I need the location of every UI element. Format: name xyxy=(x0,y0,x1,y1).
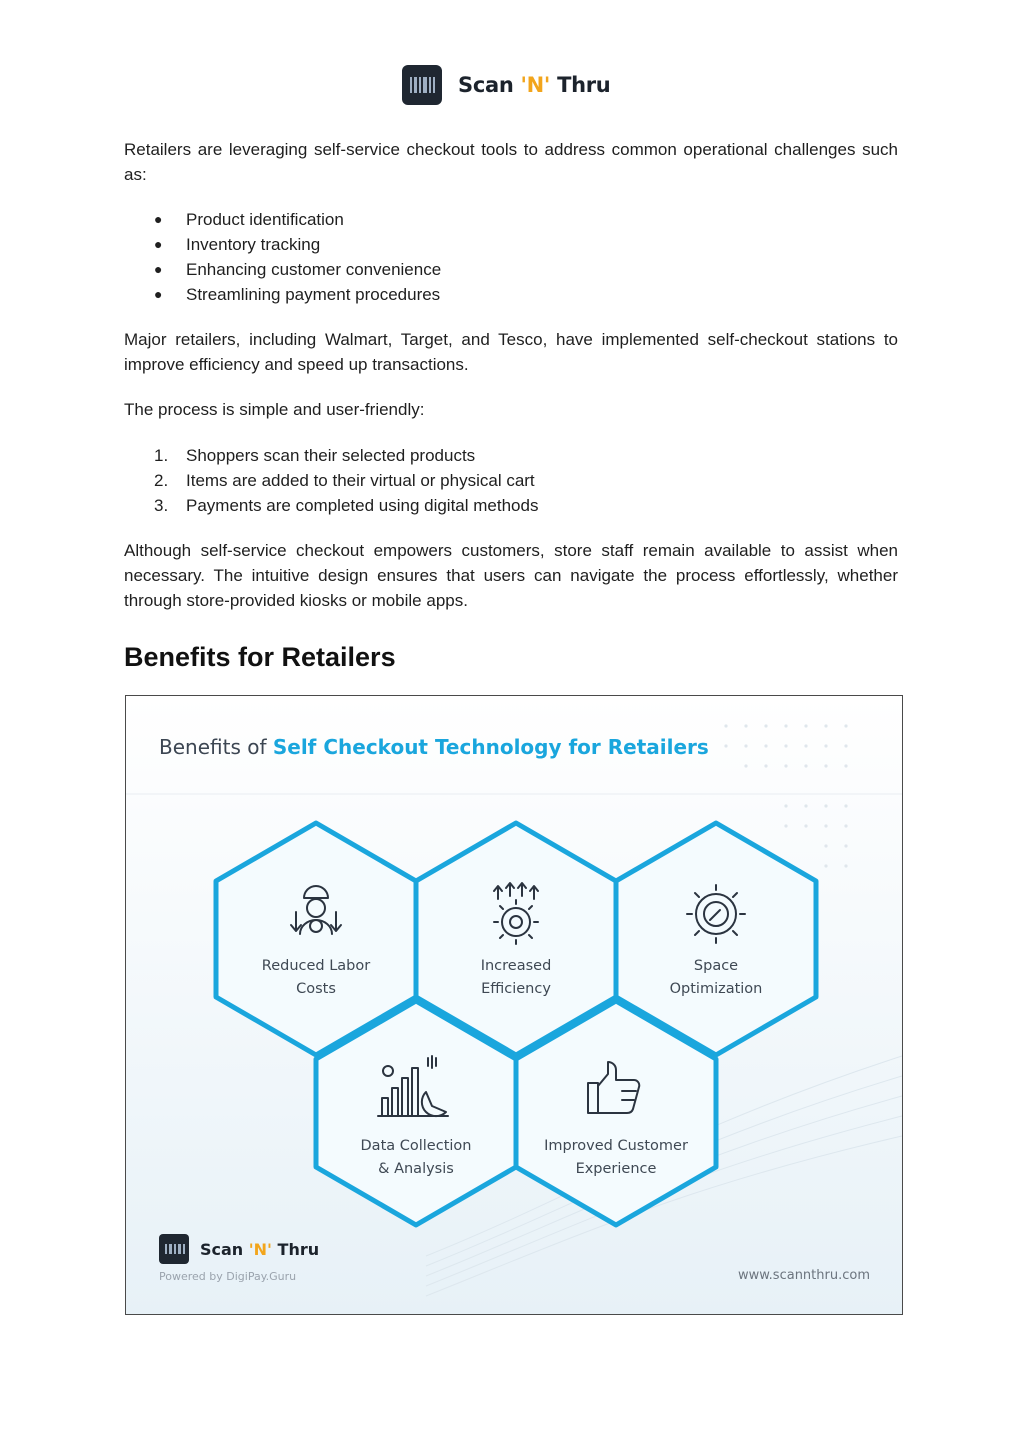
retailers-paragraph: Major retailers, including Walmart, Target, and Tesco, have implemented self-checkout stations to improve efficiency and speed up transactions. xyxy=(124,330,898,374)
benefit-label: Experience xyxy=(575,1161,657,1177)
benefit-label: Data Collection xyxy=(360,1138,472,1154)
benefit-label: Improved Customer xyxy=(544,1138,688,1154)
steps-list xyxy=(124,443,898,518)
benefit-label: & Analysis xyxy=(378,1161,454,1177)
step-text: Payments are completed using digital methods xyxy=(186,496,539,515)
step-number: 2. xyxy=(154,471,169,490)
benefit-label: Space xyxy=(693,958,739,974)
benefit-label: Optimization xyxy=(669,981,763,997)
barcode-logo-icon xyxy=(402,65,442,105)
infographic-svg xyxy=(126,696,902,1314)
infographic-title: Benefits of Self Checkout Technology for Retailers xyxy=(159,735,709,759)
list-item xyxy=(124,468,898,493)
list-item: ● Inventory tracking xyxy=(124,232,898,257)
website-text: www.scannthru.com xyxy=(737,1268,870,1283)
header-logo xyxy=(402,65,610,105)
benefits-infographic xyxy=(125,695,903,1315)
benefit-label: Reduced Labor xyxy=(261,958,371,974)
benefit-label: Costs xyxy=(296,981,336,997)
logo-wordmark: Scan 'N' Thru xyxy=(458,73,611,97)
list-item: ● Enhancing customer convenience xyxy=(124,257,898,282)
step-number: 1. xyxy=(154,446,169,465)
footer-wordmark: Scan 'N' Thru xyxy=(200,1240,320,1259)
step-text: Shoppers scan their selected products xyxy=(186,446,476,465)
list-item xyxy=(124,443,898,468)
intro-paragraph: Retailers are leveraging self-service checkout tools to address common operational challenges such as: xyxy=(124,140,898,184)
staff-paragraph: Although self-service checkout empowers customers, store staff remain available to assist when necessary. The intuitive design ensures that users can navigate the process effortlessly, whether through store-provided kiosks or mobile apps. xyxy=(124,541,898,610)
gear-wrench-icon xyxy=(687,885,745,943)
step-text: Items are added to their virtual or physical cart xyxy=(186,471,535,490)
list-item: ● Streamlining payment procedures xyxy=(124,282,898,307)
powered-by-text: Powered by DigiPay.Guru xyxy=(159,1270,297,1283)
process-intro: The process is simple and user-friendly: xyxy=(124,400,425,419)
challenges-list xyxy=(124,207,898,307)
step-number: 3. xyxy=(154,496,169,515)
benefit-label: Increased xyxy=(480,958,552,974)
document-body xyxy=(124,137,898,673)
list-item: ● Product identification xyxy=(124,207,898,232)
section-heading: Benefits for Retailers xyxy=(124,642,396,672)
benefit-label: Efficiency xyxy=(481,981,551,997)
list-item xyxy=(124,493,898,518)
